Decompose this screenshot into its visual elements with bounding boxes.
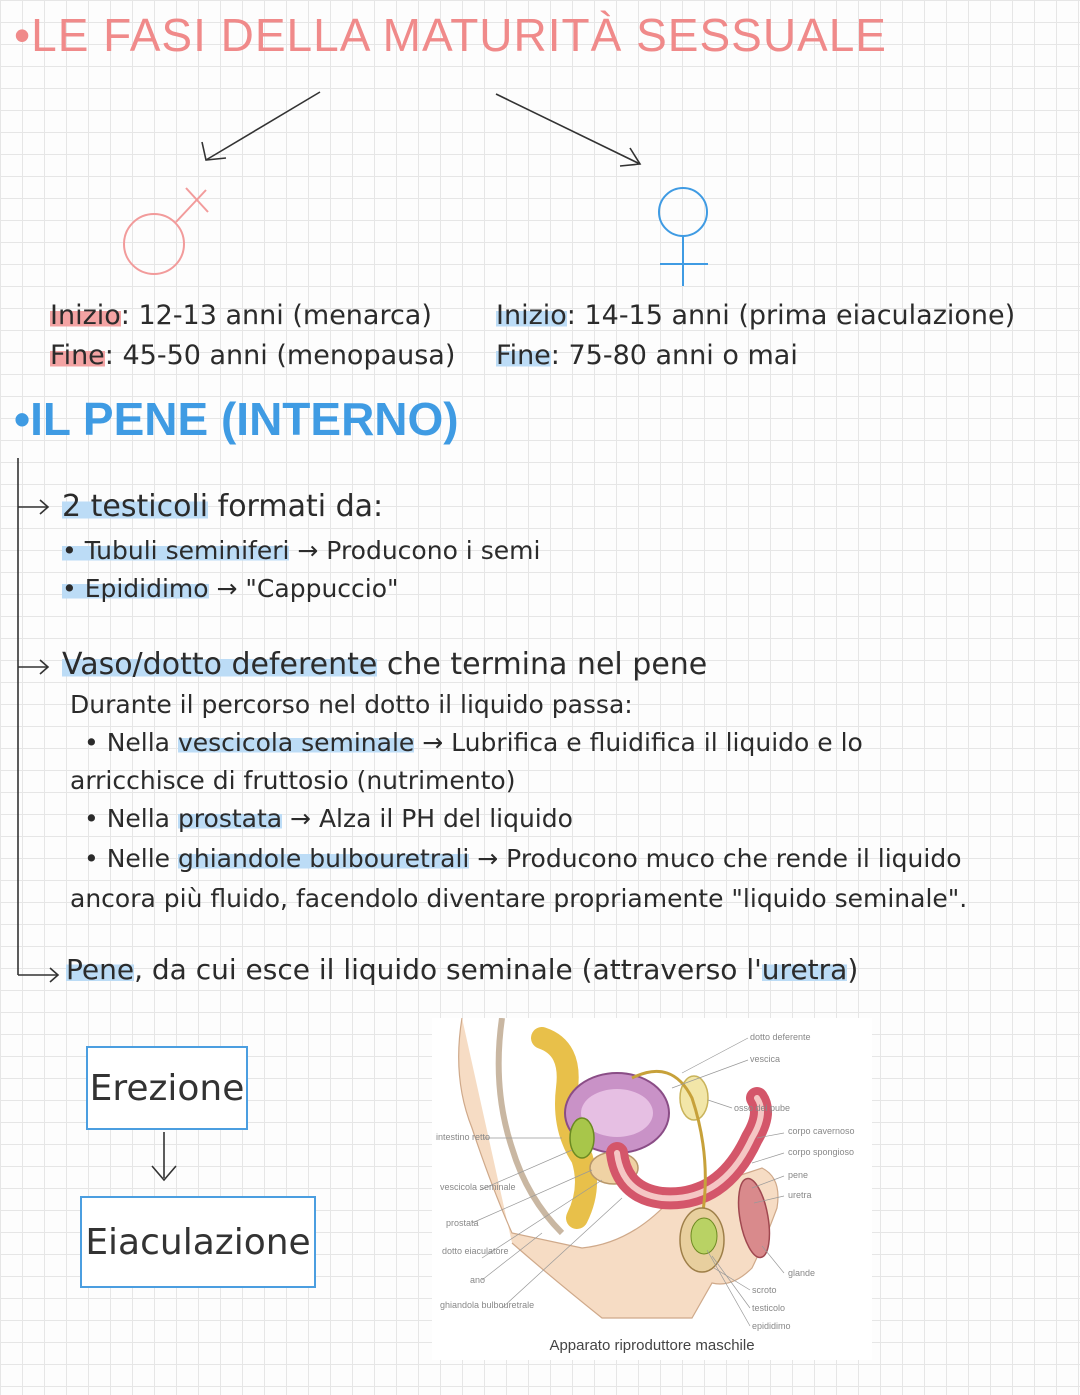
lbl-vescicola-seminale: vescicola seminale	[440, 1182, 516, 1192]
vaso-highlight: Vaso/dotto deferente	[62, 647, 378, 682]
lbl-dotto-eiaculatore: dotto eiaculatore	[442, 1246, 509, 1256]
lbl-epididimo: epididimo	[752, 1321, 791, 1331]
right-start-line	[496, 302, 1015, 329]
ghiandole-highlight: ghiandole bulbouretrali	[178, 844, 470, 873]
lbl-ghiandola-bulbouretrale: ghiandola bulbouretrale	[440, 1300, 535, 1310]
ancora-line: ancora più fluido, facendolo diventare propriamente "liquido seminale".	[70, 884, 968, 913]
ghiandole-a: • Nelle	[84, 844, 178, 873]
durante-line: Durante il percorso nel dotto il liquido passa:	[70, 690, 633, 719]
uretra-highlight: uretra	[761, 953, 848, 986]
right-start-label: Inizio	[496, 300, 567, 331]
lbl-scroto: scroto	[752, 1285, 777, 1295]
lbl-prostata: prostata	[446, 1218, 479, 1228]
lbl-osso-pube: osso del pube	[734, 1103, 791, 1113]
male-symbol-icon	[110, 180, 220, 290]
lbl-pene: pene	[788, 1170, 809, 1180]
flow-arrow-icon	[146, 1128, 182, 1188]
prostata-a: • Nella	[84, 804, 178, 833]
epididimo-line	[62, 576, 399, 601]
bracket-arrows	[0, 450, 80, 990]
diagram-caption: Apparato riproduttore maschile	[549, 1337, 755, 1354]
vescicola-line	[84, 730, 863, 755]
pene-c: )	[847, 953, 859, 986]
tubuli-line	[62, 538, 540, 563]
eiaculazione-box: Eiaculazione	[80, 1196, 316, 1288]
testicoli-highlight: 2 testicoli	[62, 489, 209, 524]
left-start-line	[50, 302, 432, 329]
left-end-line	[50, 342, 455, 369]
prostata-highlight: prostata	[177, 804, 283, 833]
female-symbol-icon	[650, 182, 720, 292]
lbl-intestino-retto: intestino retto	[436, 1132, 491, 1142]
left-end-value: : 45-50 anni (menopausa)	[104, 340, 456, 371]
pene-b: , da cui esce il liquido seminale (attraverso l'	[134, 953, 762, 986]
prostata-line	[84, 806, 573, 831]
section-title: •IL PENE (INTERNO)	[14, 393, 459, 445]
lbl-corpo-spongioso: corpo spongioso	[788, 1147, 855, 1157]
testicoli-rest: formati da:	[208, 489, 384, 524]
lbl-ano: ano	[470, 1275, 486, 1285]
vaso-line	[62, 647, 708, 682]
vescicola-highlight: vescicola seminale	[177, 728, 415, 757]
lbl-testicolo: testicolo	[752, 1303, 786, 1313]
lbl-dotto-deferente: dotto deferente	[750, 1032, 811, 1042]
prostata-b: → Alza il PH del liquido	[282, 804, 573, 833]
right-end-value: : 75-80 anni o mai	[550, 340, 798, 371]
epididimo-highlight: • Epididimo	[62, 574, 209, 603]
lbl-uretra: uretra	[788, 1190, 812, 1200]
left-start-label: Inizio	[50, 300, 121, 331]
lbl-vescica: vescica	[750, 1054, 781, 1064]
vescicola-b: → Lubrifica e fluidifica il liquido e lo	[414, 728, 863, 757]
pene-line	[66, 953, 859, 986]
arricchisce-line: arricchisce di fruttosio (nutrimento)	[70, 766, 516, 795]
ghiandole-b: → Producono muco che rende il liquido	[469, 844, 962, 873]
main-title: •LE FASI DELLA MATURITÀ SESSUALE	[14, 9, 887, 61]
left-start-value: : 12-13 anni (menarca)	[120, 300, 432, 331]
erezione-box: Erezione	[86, 1046, 248, 1130]
right-start-value: : 14-15 anni (prima eiaculazione)	[566, 300, 1016, 331]
tubuli-rest: → Producono i semi	[289, 536, 541, 565]
anatomy-diagram	[432, 1018, 872, 1360]
right-end-label: Fine	[496, 340, 551, 371]
epididimo-rest: → "Cappuccio"	[208, 574, 399, 603]
tubuli-highlight: • Tubuli seminiferi	[62, 536, 290, 565]
lbl-glande: glande	[788, 1268, 816, 1278]
testicoli-line	[62, 489, 384, 524]
pene-highlight: Pene	[66, 953, 135, 986]
vescicola-a: • Nella	[84, 728, 178, 757]
right-end-line	[496, 342, 798, 369]
lbl-corpo-cavernoso: corpo cavernoso	[788, 1126, 855, 1136]
vaso-rest: che termina nel pene	[377, 647, 708, 682]
ghiandole-line	[84, 846, 962, 871]
left-end-label: Fine	[50, 340, 105, 371]
